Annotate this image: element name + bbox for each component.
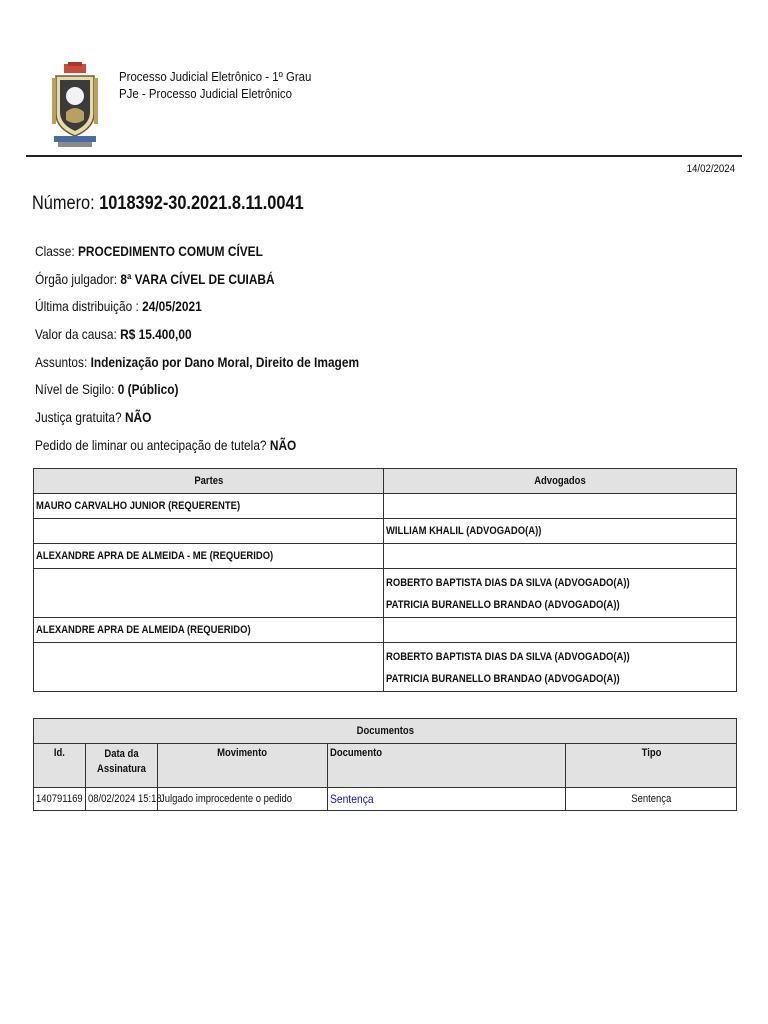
advogado-cell <box>384 494 737 519</box>
system-title: Processo Judicial Eletrônico - 1º Grau <box>119 69 312 84</box>
detail-value: 24/05/2021 <box>142 298 202 315</box>
parte-cell <box>34 569 384 618</box>
parte-cell: ALEXANDRE APRA DE ALMEIDA (REQUERIDO) <box>34 618 384 643</box>
detail-justica-gratuita <box>35 407 359 435</box>
detail-label: Última distribuição : <box>35 298 139 315</box>
detail-label: Assuntos: <box>35 353 88 370</box>
parte-cell <box>34 519 384 544</box>
parte-cell: ALEXANDRE APRA DE ALMEIDA - ME (REQUERIDO) <box>34 544 384 569</box>
documentos-table <box>33 718 737 811</box>
doc-documento-cell <box>328 788 566 811</box>
advogado-cell <box>384 618 737 643</box>
advogado-cell <box>384 544 737 569</box>
process-number <box>32 193 304 215</box>
table-row <box>34 618 737 643</box>
detail-label: Nível de Sigilo: <box>35 381 115 398</box>
table-row <box>34 643 737 692</box>
detail-orgao-julgador <box>35 269 359 297</box>
header-titles <box>119 68 311 102</box>
doc-movimento-cell: Julgado improcedente o pedido <box>158 788 328 811</box>
report-date: 14/02/2024 <box>686 163 735 175</box>
detail-value: Indenização por Dano Moral, Direito de Imagem <box>90 353 360 370</box>
column-header-data-assinatura: Data da Assinatura <box>86 744 158 788</box>
column-header-id: Id. <box>34 744 86 788</box>
detail-classe <box>35 241 359 269</box>
process-number-label: Número: <box>32 193 95 214</box>
table-row <box>34 494 737 519</box>
table-row <box>34 519 737 544</box>
table-row <box>34 788 737 811</box>
header-divider <box>26 155 742 157</box>
detail-value: NÃO <box>269 436 297 453</box>
sentenca-document-link[interactable]: Sentença <box>330 792 374 806</box>
detail-ultima-distribuicao <box>35 296 359 324</box>
detail-value: 8ª VARA CÍVEL DE CUIABÁ <box>120 270 275 287</box>
column-header-advogados: Advogados <box>384 469 737 494</box>
advogado-cell: ROBERTO BAPTISTA DIAS DA SILVA (ADVOGADO(A)) PATRICIA BURANELLO BRANDAO (ADVOGADO(A)) <box>384 569 737 618</box>
process-number-value: 1018392-30.2021.8.11.0041 <box>99 193 304 214</box>
system-subtitle: PJe - Processo Judicial Eletrônico <box>119 86 292 101</box>
table-row <box>34 544 737 569</box>
column-header-documento: Documento <box>328 744 566 788</box>
table-header-row <box>34 744 737 788</box>
documentos-title: Documentos <box>34 719 737 744</box>
partes-table <box>33 468 737 692</box>
column-header-tipo: Tipo <box>566 744 737 788</box>
detail-label: Valor da causa: <box>35 326 117 343</box>
parte-cell <box>34 643 384 692</box>
detail-nivel-sigilo <box>35 379 359 407</box>
column-header-partes: Partes <box>34 469 384 494</box>
detail-valor-causa <box>35 324 359 352</box>
table-title-row <box>34 719 737 744</box>
detail-label: Justiça gratuita? <box>35 409 122 426</box>
detail-value: 0 (Público) <box>117 381 179 398</box>
detail-label: Pedido de liminar ou antecipação de tutela? <box>35 436 267 453</box>
court-coat-of-arms-logo <box>50 62 100 148</box>
doc-tipo-cell: Sentença <box>566 788 737 811</box>
process-details <box>35 241 359 463</box>
detail-value: NÃO <box>124 409 152 426</box>
table-header-row <box>34 469 737 494</box>
column-header-movimento: Movimento <box>158 744 328 788</box>
detail-value: R$ 15.400,00 <box>120 326 192 343</box>
detail-label: Classe: <box>35 243 75 259</box>
detail-value: PROCEDIMENTO COMUM CÍVEL <box>77 243 263 259</box>
detail-label: Órgão julgador: <box>35 270 118 287</box>
doc-id-cell: 140791169 <box>34 788 86 811</box>
advogado-cell: WILLIAM KHALIL (ADVOGADO(A)) <box>384 519 737 544</box>
parte-cell: MAURO CARVALHO JUNIOR (REQUERENTE) <box>34 494 384 519</box>
doc-data-cell: 08/02/2024 15:18 <box>86 788 158 811</box>
detail-pedido-liminar <box>35 435 359 463</box>
table-row <box>34 569 737 618</box>
advogado-cell: ROBERTO BAPTISTA DIAS DA SILVA (ADVOGADO(A)) PATRICIA BURANELLO BRANDAO (ADVOGADO(A)) <box>384 643 737 692</box>
detail-assuntos <box>35 352 359 380</box>
